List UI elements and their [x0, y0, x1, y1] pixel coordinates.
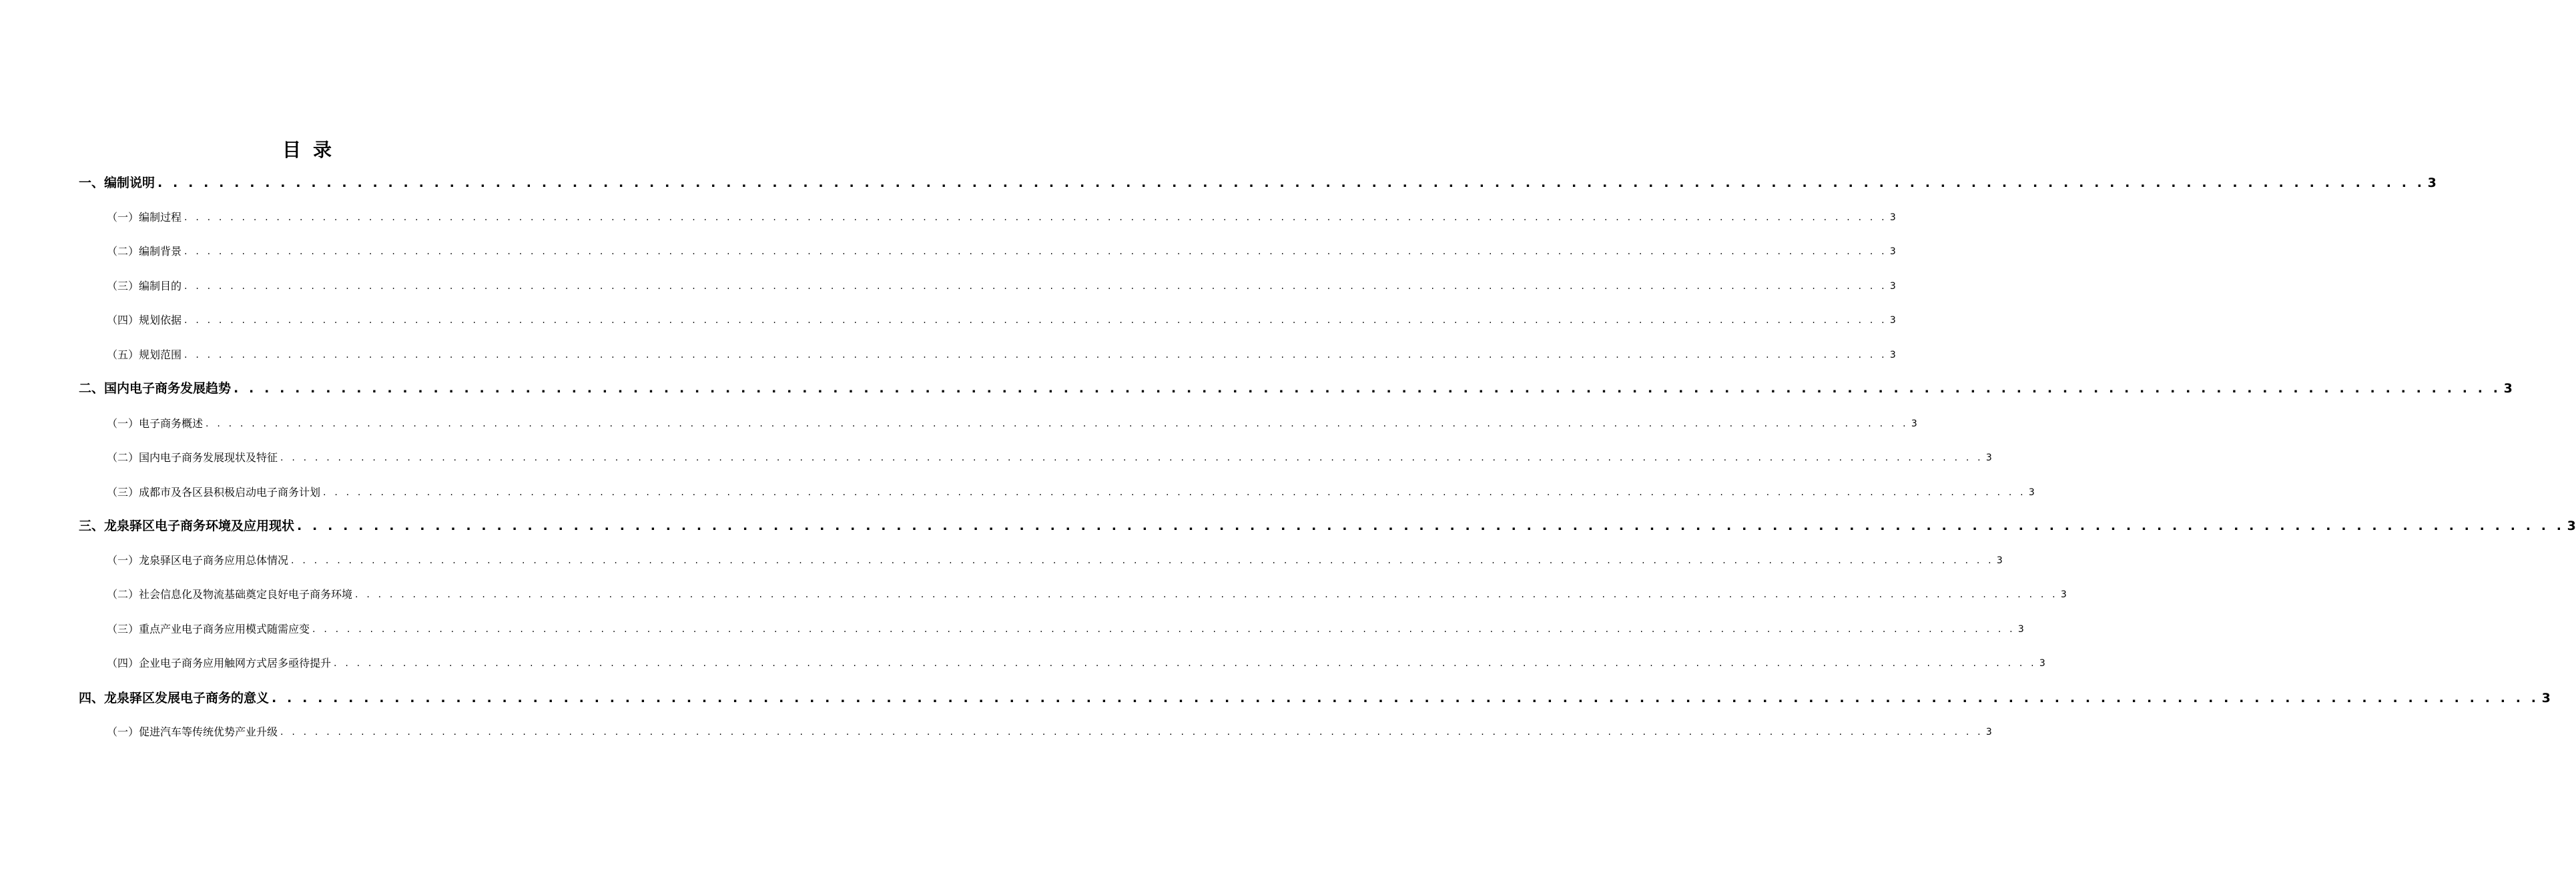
toc-page-number: 3: [1889, 212, 1896, 223]
toc-entry-text: （一）电子商务概述: [107, 417, 204, 430]
toc-entry-section-3[interactable]: [79, 517, 2576, 535]
toc-leader-dots: . . . . . . . . . . . . . . . . . . . . . . . . . . . . . . . . . . . . . . . . . . . . . . . . . . . . . . . . . . . . . . . . . . . . . . . . . . . . . . . . . . . . . . . . . . . . . . . . . . . . . . . . . . . . . . . . . . . . . . . . . . . . . . . . . . . . . . . . . . . . . . . . . . . .: [157, 176, 2425, 190]
toc-entry-section-2-2[interactable]: [107, 450, 1992, 466]
toc-leader-dots: . . . . . . . . . . . . . . . . . . . . . . . . . . . . . . . . . . . . . . . . . . . . . . . . . . . . . . . . . . . . . . . . . . . . . . . . . . . . . . . . . . . . . . . . . . . . . . . . . . . . . . . . . . . . . . . . . . . . . . . . . . . . . . . . . . . . . . . . . . . . . . . . . . . .: [184, 281, 1887, 292]
toc-page-number: 3: [2028, 487, 2035, 498]
toc-entry-section-3-4[interactable]: [107, 655, 2045, 671]
toc-page-number: 3: [2567, 519, 2576, 533]
toc-entry-section-1-5[interactable]: [107, 347, 1896, 363]
toc-entry-section-3-2[interactable]: [107, 587, 2067, 603]
toc-page-number: 3: [1889, 246, 1896, 257]
toc-entry-text: （五）规划范围: [107, 348, 182, 361]
toc-entry-text: 三、龙泉驿区电子商务环境及应用现状: [79, 519, 295, 533]
toc-entry-text: （三）重点产业电子商务应用模式随需应变: [107, 623, 310, 635]
toc-entry-section-2-1[interactable]: [107, 416, 1917, 432]
toc-entry-text: 二、国内电子商务发展趋势: [79, 381, 232, 396]
toc-entry-section-4-1[interactable]: [107, 724, 1992, 740]
toc-page-number: 3: [2039, 658, 2045, 669]
toc-entry-section-4[interactable]: [79, 689, 2551, 707]
toc-entry-text: 一、编制说明: [79, 176, 155, 190]
toc-page-number: 3: [2427, 176, 2437, 190]
toc-page-number: 3: [1996, 555, 2003, 566]
toc-entry-text: （一）编制过程: [107, 211, 182, 224]
toc-leader-dots: . . . . . . . . . . . . . . . . . . . . . . . . . . . . . . . . . . . . . . . . . . . . . . . . . . . . . . . . . . . . . . . . . . . . . . . . . . . . . . . . . . . . . . . . . . . . . . . . . . . . . . . . . . . . . . . . . . . . . . . . . . . . . . . . . . . . . . . . . . . . . . . . . . . .: [184, 246, 1887, 257]
toc-leader-dots: . . . . . . . . . . . . . . . . . . . . . . . . . . . . . . . . . . . . . . . . . . . . . . . . . . . . . . . . . . . . . . . . . . . . . . . . . . . . . . . . . . . . . . . . . . . . . . . . . . . . . . . . . . . . . . . . . . . . . . . . . . . . . . . . . . . . . . . . . . . . . . . . . . . .: [280, 727, 1983, 738]
toc-page-number: 3: [2017, 624, 2024, 635]
toc-leader-dots: . . . . . . . . . . . . . . . . . . . . . . . . . . . . . . . . . . . . . . . . . . . . . . . . . . . . . . . . . . . . . . . . . . . . . . . . . . . . . . . . . . . . . . . . . . . . . . . . . . . . . . . . . . . . . . . . . . . . . . . . . . . . . . . . . . . . . . . . . . . . . . . . . . . .: [323, 487, 2026, 498]
toc-entry-section-3-3[interactable]: [107, 621, 2024, 637]
toc-entry-text: （二）社会信息化及物流基础奠定良好电子商务环境: [107, 588, 353, 601]
toc-leader-dots: . . . . . . . . . . . . . . . . . . . . . . . . . . . . . . . . . . . . . . . . . . . . . . . . . . . . . . . . . . . . . . . . . . . . . . . . . . . . . . . . . . . . . . . . . . . . . . . . . . . . . . . . . . . . . . . . . . . . . . . . . . . . . . . . . . . . . . . . . . . . . . . . . . . .: [234, 381, 2501, 396]
toc-leader-dots: . . . . . . . . . . . . . . . . . . . . . . . . . . . . . . . . . . . . . . . . . . . . . . . . . . . . . . . . . . . . . . . . . . . . . . . . . . . . . . . . . . . . . . . . . . . . . . . . . . . . . . . . . . . . . . . . . . . . . . . . . . . . . . . . . . . . . . . . . . . . . . . . . . . .: [184, 315, 1887, 326]
toc-page-number: 3: [1911, 418, 1917, 429]
toc-entry-text: 四、龙泉驿区发展电子商务的意义: [79, 691, 270, 705]
toc-entry-section-1[interactable]: [79, 174, 2437, 192]
toc-entry-section-1-1[interactable]: [107, 210, 1896, 226]
toc-entry-text: （一）龙泉驿区电子商务应用总体情况: [107, 554, 289, 567]
toc-page-number: 3: [1985, 453, 1992, 463]
toc-entry-text: （三）成都市及各区县积极启动电子商务计划: [107, 486, 321, 499]
toc-entry-text: （二）编制背景: [107, 245, 182, 258]
toc-leader-dots: . . . . . . . . . . . . . . . . . . . . . . . . . . . . . . . . . . . . . . . . . . . . . . . . . . . . . . . . . . . . . . . . . . . . . . . . . . . . . . . . . . . . . . . . . . . . . . . . . . . . . . . . . . . . . . . . . . . . . . . . . . . . . . . . . . . . . . . . . . . . . . . . . . . .: [280, 453, 1983, 463]
toc-leader-dots: . . . . . . . . . . . . . . . . . . . . . . . . . . . . . . . . . . . . . . . . . . . . . . . . . . . . . . . . . . . . . . . . . . . . . . . . . . . . . . . . . . . . . . . . . . . . . . . . . . . . . . . . . . . . . . . . . . . . . . . . . . . . . . . . . . . . . . . . . . . . . . . . . . . .: [312, 624, 2015, 635]
toc-entry-section-3-1[interactable]: [107, 553, 2003, 569]
toc-entry-text: （三）编制目的: [107, 280, 182, 292]
toc-page-number: 3: [1889, 350, 1896, 360]
toc-leader-dots: . . . . . . . . . . . . . . . . . . . . . . . . . . . . . . . . . . . . . . . . . . . . . . . . . . . . . . . . . . . . . . . . . . . . . . . . . . . . . . . . . . . . . . . . . . . . . . . . . . . . . . . . . . . . . . . . . . . . . . . . . . . . . . . . . . . . . . . . . . . . . . . . . . . .: [297, 519, 2565, 533]
toc-entry-section-2-3[interactable]: [107, 485, 2035, 501]
toc-entry-section-1-4[interactable]: [107, 312, 1896, 328]
toc-entry-section-1-2[interactable]: [107, 244, 1896, 260]
toc-leader-dots: . . . . . . . . . . . . . . . . . . . . . . . . . . . . . . . . . . . . . . . . . . . . . . . . . . . . . . . . . . . . . . . . . . . . . . . . . . . . . . . . . . . . . . . . . . . . . . . . . . . . . . . . . . . . . . . . . . . . . . . . . . . . . . . . . . . . . . . . . . . . . . . . . . . .: [272, 691, 2539, 705]
toc-page-number: 3: [1889, 315, 1896, 326]
toc-page-number: 3: [2060, 589, 2067, 600]
toc-leader-dots: . . . . . . . . . . . . . . . . . . . . . . . . . . . . . . . . . . . . . . . . . . . . . . . . . . . . . . . . . . . . . . . . . . . . . . . . . . . . . . . . . . . . . . . . . . . . . . . . . . . . . . . . . . . . . . . . . . . . . . . . . . . . . . . . . . . . . . . . . . . . . . . . . . . .: [206, 418, 1909, 429]
toc-leader-dots: . . . . . . . . . . . . . . . . . . . . . . . . . . . . . . . . . . . . . . . . . . . . . . . . . . . . . . . . . . . . . . . . . . . . . . . . . . . . . . . . . . . . . . . . . . . . . . . . . . . . . . . . . . . . . . . . . . . . . . . . . . . . . . . . . . . . . . . . . . . . . . . . . . . .: [184, 212, 1887, 223]
toc-leader-dots: . . . . . . . . . . . . . . . . . . . . . . . . . . . . . . . . . . . . . . . . . . . . . . . . . . . . . . . . . . . . . . . . . . . . . . . . . . . . . . . . . . . . . . . . . . . . . . . . . . . . . . . . . . . . . . . . . . . . . . . . . . . . . . . . . . . . . . . . . . . . . . . . . . . .: [355, 589, 2058, 600]
toc-leader-dots: . . . . . . . . . . . . . . . . . . . . . . . . . . . . . . . . . . . . . . . . . . . . . . . . . . . . . . . . . . . . . . . . . . . . . . . . . . . . . . . . . . . . . . . . . . . . . . . . . . . . . . . . . . . . . . . . . . . . . . . . . . . . . . . . . . . . . . . . . . . . . . . . . . . .: [184, 350, 1887, 360]
toc-entry-text: （四）企业电子商务应用触网方式居多亟待提升: [107, 657, 332, 669]
toc-entry-text: （四）规划依据: [107, 314, 182, 326]
toc-entry-section-1-3[interactable]: [107, 278, 1896, 294]
toc-page-number: 3: [1889, 281, 1896, 292]
toc-page-number: 3: [1985, 727, 1992, 738]
toc-entry-section-2[interactable]: [79, 379, 2513, 398]
toc-title: 目录: [282, 139, 344, 161]
toc-entry-text: （一）促进汽车等传统优势产业升级: [107, 726, 278, 738]
toc-page-number: 3: [2541, 691, 2551, 705]
toc-leader-dots: . . . . . . . . . . . . . . . . . . . . . . . . . . . . . . . . . . . . . . . . . . . . . . . . . . . . . . . . . . . . . . . . . . . . . . . . . . . . . . . . . . . . . . . . . . . . . . . . . . . . . . . . . . . . . . . . . . . . . . . . . . . . . . . . . . . . . . . . . . . . . . . . . . . .: [291, 555, 1994, 566]
toc-leader-dots: . . . . . . . . . . . . . . . . . . . . . . . . . . . . . . . . . . . . . . . . . . . . . . . . . . . . . . . . . . . . . . . . . . . . . . . . . . . . . . . . . . . . . . . . . . . . . . . . . . . . . . . . . . . . . . . . . . . . . . . . . . . . . . . . . . . . . . . . . . . . . . . . . . . .: [334, 658, 2037, 669]
toc-entry-text: （二）国内电子商务发展现状及特征: [107, 451, 278, 464]
toc-page-number: 3: [2503, 381, 2513, 396]
